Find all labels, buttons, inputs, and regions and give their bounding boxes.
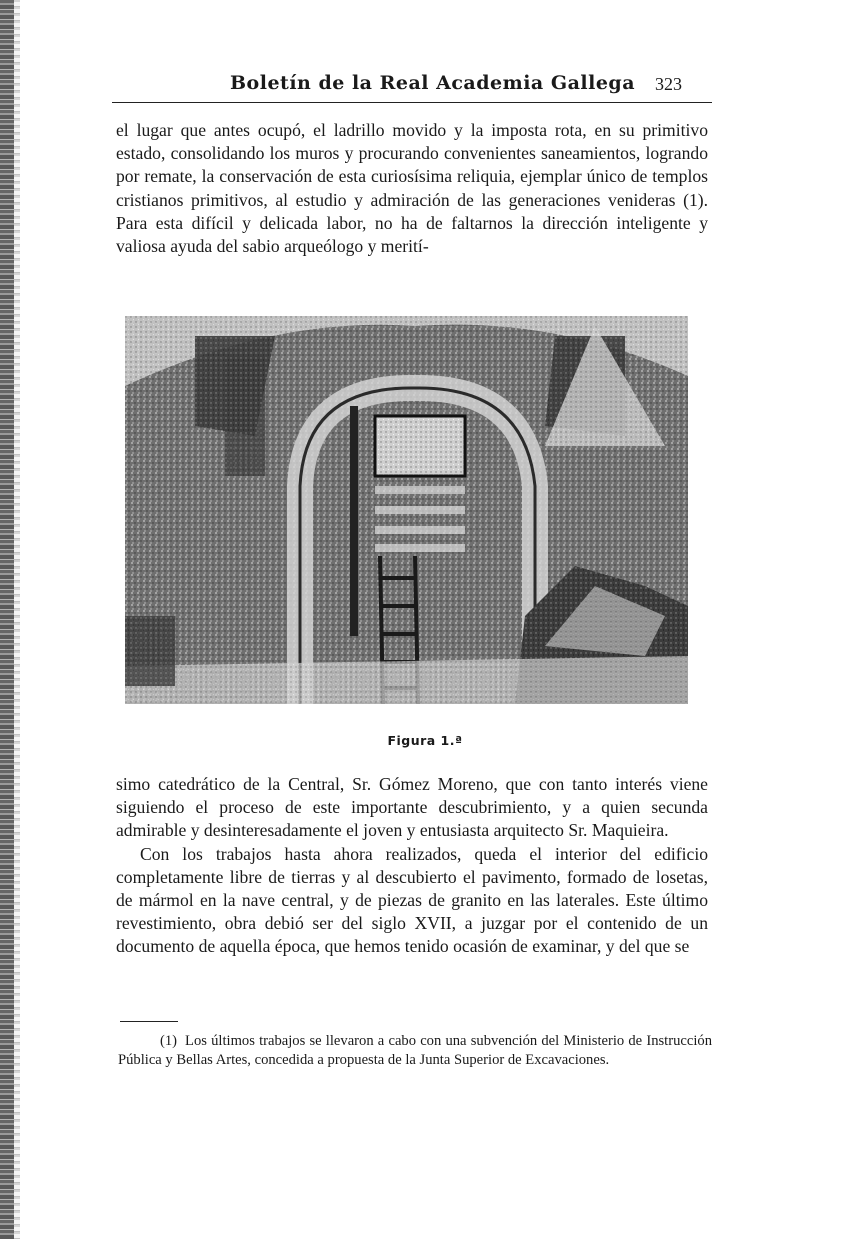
footnote [118, 1032, 712, 1070]
figure-caption: Figura 1.ª [387, 733, 463, 748]
paragraph-after-figure [116, 773, 708, 959]
page-number: 323 [655, 74, 682, 94]
body-text-second-paragraph: Con los trabajos hasta ahora realizados, queda el interior del edificio completamente libre de tierras y al descubierto el pavimento, formado de losetas, de mármol en la nave central, y de piezas de granito en las laterales. Este último revestimiento, obra debió ser del siglo XVII, a juzgar por el contenido de un documento de aquella época, que hemos tenido ocasión de examinar, y del que se [116, 843, 708, 957]
book-binding-edge [0, 0, 14, 1239]
footnote-mark: (1) [160, 1033, 178, 1049]
body-text-after-figure: simo catedrático de la Central, Sr. Gómez Moreno, que con tanto interés viene siguiendo el proceso de este importante descubrimiento, y a quien secunda admirable y desinteresadamente el joven y entusiasta arquitecto Sr. Maquieira. [116, 774, 708, 841]
page-header [112, 66, 712, 103]
paragraph-before-figure [116, 119, 708, 258]
footnote-text: Los últimos trabajos se llevaron a cabo con una subvención del Ministerio de Instrucción Pública y Bellas Artes, concedida a propuesta de la Junta Superior de Excavaciones. [118, 1033, 712, 1068]
page-gutter-shadow [14, 0, 20, 1239]
body-text-before-figure: el lugar que antes ocupó, el ladrillo movido y la imposta rota, en su primitivo estado, consolidando los muros y procurando convenientes saneamientos, logrando por remate, la conservación de esta curiosísima reliquia, ejemplar único de templos cristianos primitivos, al estudio y admiración de las generaciones venideras (1). Para esta difícil y delicada labor, no ha de faltarnos la dirección inteligente y valiosa ayuda del sabio arqueólogo y merití- [116, 120, 708, 257]
arch-photo-illustration [125, 316, 688, 704]
figure-photo-crypt-arch [125, 316, 688, 704]
footnote-divider [120, 1021, 178, 1022]
running-head: Boletín de la Real Academia Gallega [230, 72, 636, 94]
